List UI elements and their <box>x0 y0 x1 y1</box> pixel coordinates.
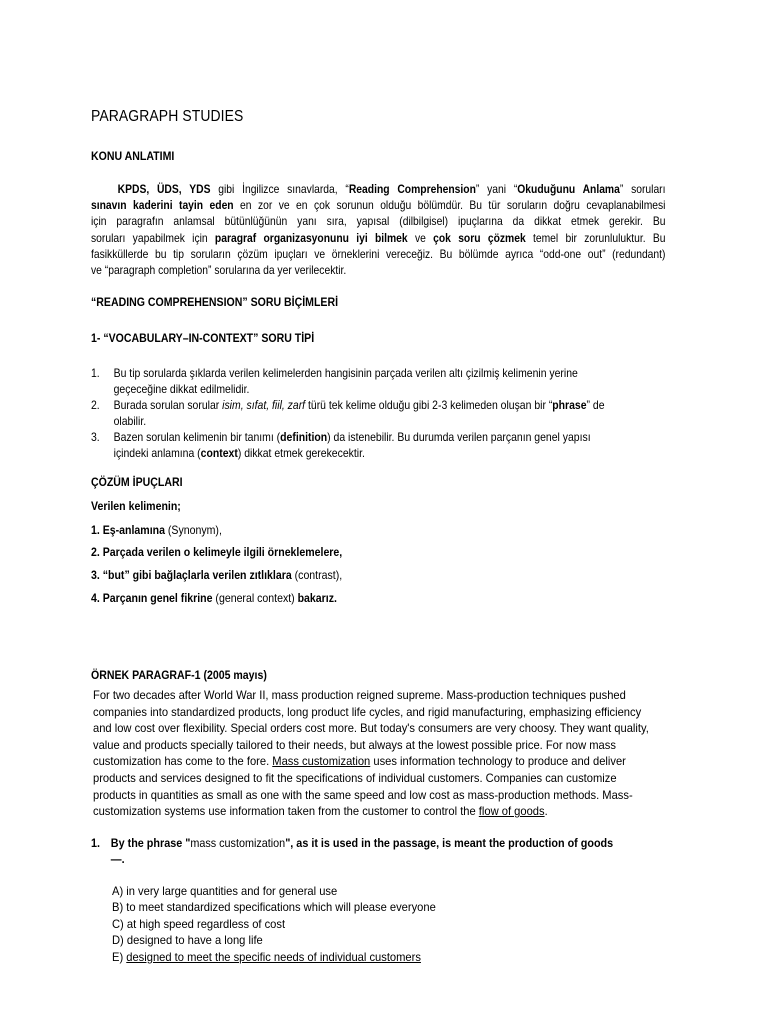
example-heading: ÖRNEK PARAGRAF-1 (2005 mayıs) <box>91 668 267 682</box>
list-item <box>91 365 605 397</box>
rule-text <box>114 445 605 461</box>
rule-fragment: ” de <box>586 398 605 412</box>
option-e-label: E) <box>112 949 127 964</box>
tip-bold: 3. “but” gibi bağlaçlarla verilen zıtlıklara <box>91 568 292 582</box>
intro-text: en zor ve en çok sorunun olduğu bölümdür. Bu tür soruların doğru cevaplanabilmesi <box>233 198 666 213</box>
question-line <box>91 835 613 851</box>
intro-line-1 <box>91 181 665 197</box>
passage-line <box>93 803 698 820</box>
intro-text: temel bir zorunluluktur. Bu <box>525 230 666 245</box>
rules-list <box>91 365 605 461</box>
rule-text <box>114 429 605 445</box>
tips-heading: ÇÖZÜM İPUÇLARI <box>91 475 183 489</box>
intro-reading-comprehension: Reading Comprehension <box>348 182 476 196</box>
intro-line-4 <box>91 230 665 246</box>
intro-text: soruları yapabilmek için <box>91 230 215 245</box>
passage-fragment: customization has come to the fore. <box>93 754 273 769</box>
list-item <box>91 429 605 461</box>
intro-paragraph <box>91 181 665 278</box>
intro-kader: sınavın kaderini tayin eden <box>91 198 234 213</box>
intro-line-5: fasikküllerde bu tip soruların çözüm ipuçları ve örneklerini vereceğiz. Bu bölümde ayrıca “odd-one out” (redundant) <box>91 246 666 261</box>
formats-heading: “READING COMPREHENSION” SORU BİÇİMLERİ <box>91 295 339 309</box>
intro-text: gibi İngilizce sınavlarda, “ <box>210 182 349 196</box>
rule-fragment: türü tek kelime olduğu gibi 2-3 kelimeden oluşan bir “ <box>305 398 553 412</box>
question-fragment: By the phrase " <box>110 836 191 850</box>
intro-kpds: KPDS, ÜDS, YDS <box>117 182 211 196</box>
underlined-term-flow-of-goods: flow of goods <box>478 804 545 819</box>
tip-text: (general context) <box>212 591 298 605</box>
tip-bold: bakarız. <box>297 591 337 605</box>
rule-italic: isim, sıfat, fiil, zarf <box>222 398 306 412</box>
intro-paragraf-organizasyonu: paragraf organizasyonunu iyi bilmek <box>214 230 408 245</box>
rule-text <box>114 397 605 413</box>
tip-bold: 2. Parçada verilen o kelimeyle ilgili örneklemelere, <box>91 545 343 559</box>
option-a: A) in very large quantities and for general use <box>112 884 338 898</box>
tip-item <box>91 545 342 559</box>
page-title: PARAGRAPH STUDIES <box>91 108 244 125</box>
list-item <box>91 397 605 429</box>
tip-item <box>91 568 342 582</box>
question-1 <box>91 835 613 867</box>
passage-line: products in quantities as small as one with the same speed and low cost as mass-production methods. Mass- <box>93 787 633 802</box>
option-b: B) to meet standardized specifications which will please everyone <box>112 900 436 915</box>
option-e <box>112 949 436 965</box>
intro-okudugunu-anlama: Okuduğunu Anlama <box>517 182 620 196</box>
rule-bold: definition <box>280 430 328 444</box>
example-passage <box>93 687 698 820</box>
passage-line: products and services designed to fit the specifications of individual customers. Companies can customize <box>93 770 617 785</box>
rule-fragment: ) dikkat etmek gerekecektir. <box>237 446 365 460</box>
list-number: 1. <box>91 366 100 380</box>
tip-bold: 4. Parçanın genel fikrine <box>91 591 213 605</box>
question-number: 1. <box>91 836 101 850</box>
passage-line: companies into standardized products, long product life cycles, and rigid manufacturing, emphasizing efficiency <box>93 704 642 719</box>
tip-item <box>91 591 337 605</box>
passage-line: and low cost over flexibility. Special orders cost more. But today's consumers are very choosy. They want quality, <box>93 721 649 736</box>
intro-line-2 <box>91 197 665 213</box>
passage-line: For two decades after World War II, mass production reigned supreme. Mass-production techniques pushed <box>93 688 626 702</box>
rule-text: olabilir. <box>113 414 147 428</box>
tip-bold: 1. Eş-anlamına <box>91 523 165 537</box>
question-fragment: ", as it is used in the passage, is meant the production of goods <box>285 836 614 850</box>
question-blank: —. <box>110 852 125 866</box>
intro-text: ” soruları <box>619 182 666 196</box>
option-d: D) designed to have a long life <box>112 933 263 948</box>
tip-item <box>91 523 222 537</box>
option-e-text: designed to meet the specific needs of individual customers <box>126 949 421 964</box>
passage-line: value and products specially tailored to their needs, but always at the lowest possible price. For now mass <box>93 737 616 752</box>
question-phrase: mass customization <box>190 836 286 850</box>
konu-heading: KONU ANLATIMI <box>91 149 175 163</box>
tip-text: (contrast), <box>291 568 343 582</box>
intro-text: ve <box>407 230 434 245</box>
option-c: C) at high speed regardless of cost <box>112 916 286 931</box>
list-number: 2. <box>91 398 100 412</box>
tip-text: (Synonym), <box>164 523 222 537</box>
rule-fragment: ) da istenebilir. Bu durumda verilen parçanın genel yapısı <box>327 430 591 444</box>
rule-text: Bu tip sorularda şıklarda verilen kelimelerden hangisinin parçada verilen altı çizilmiş kelimenin yerine <box>113 366 578 380</box>
rule-fragment: içindeki anlamına ( <box>113 446 201 460</box>
passage-line <box>93 753 698 770</box>
rule-bold: context <box>200 446 238 460</box>
rule-text: geçeceğine dikkat edilmelidir. <box>113 382 250 396</box>
rule-fragment: Burada sorulan sorular <box>113 398 223 412</box>
intro-line-3: için paragrafın anlamsal bütünlüğünün yanı sıra, yapısal (dilbilgisel) ipuçlarına da dikkat etmek gerekir. Bu <box>91 214 666 229</box>
passage-fragment: uses information technology to produce and deliver <box>370 754 626 769</box>
intro-cok-soru: çok soru çözmek <box>433 230 526 245</box>
list-number: 3. <box>91 430 100 444</box>
tips-intro-text: Verilen kelimenin; <box>91 499 181 513</box>
rule-bold: phrase <box>552 398 587 412</box>
tips-intro <box>91 499 181 513</box>
intro-text: ” yani “ <box>475 182 518 196</box>
rule-fragment: Bazen sorulan kelimenin bir tanımı ( <box>113 430 281 444</box>
passage-fragment: customization systems use information taken from the customer to control the <box>93 804 479 819</box>
underlined-term-mass-customization: Mass customization <box>272 754 371 769</box>
vocab-heading: 1- “VOCABULARY–IN-CONTEXT” SORU TİPİ <box>91 331 315 345</box>
passage-fragment: . <box>544 804 548 819</box>
intro-line-6: ve “paragraph completion” sorularına da yer verilecektir. <box>91 263 347 278</box>
answer-options <box>112 883 436 965</box>
